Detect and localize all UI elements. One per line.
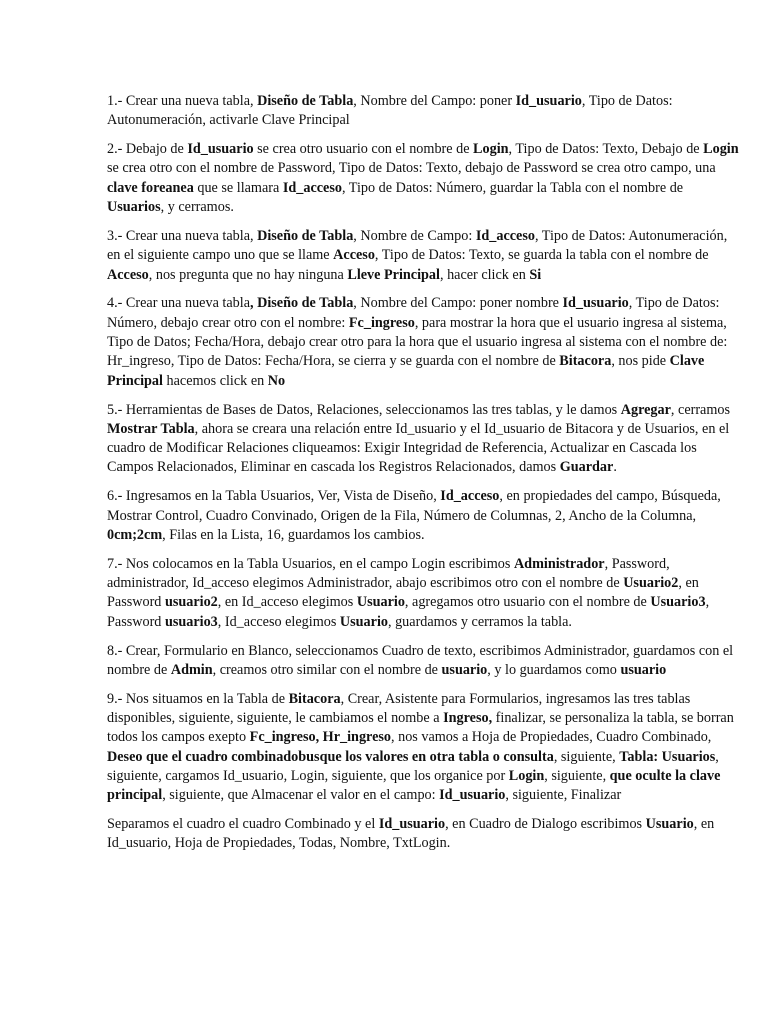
- text-run: , agregamos otro usuario con el nombre de: [404, 594, 651, 611]
- text-run: , Crear, Asistente para Formularios, ingresamos las tres tablas disponibles, siguiente, siguiente, le cambiamos el nombe a: [107, 690, 691, 727]
- bold-text-run: Id_acceso: [440, 488, 500, 505]
- text-run: , siguiente, cargamos Id_usuario, Login, siguiente, que los organice por: [107, 748, 719, 784]
- text-run: , guardamos y cerramos la tabla.: [387, 613, 572, 630]
- bold-text-run: Administrador: [513, 555, 605, 572]
- bold-text-run: Id_acceso: [282, 179, 342, 196]
- bold-text-run: Agregar: [620, 401, 671, 418]
- bold-text-run: usuario2: [164, 594, 218, 611]
- text-run: , nos pide: [611, 353, 670, 370]
- text-run: , en Id_acceso elegimos: [217, 594, 357, 611]
- paragraph-step-5: [107, 401, 743, 478]
- text-run: , siguiente, que Almacenar el valor en el campo:: [162, 787, 440, 804]
- bold-text-run: Id_usuario: [187, 141, 254, 158]
- text-run: 1.- Crear una nueva tabla,: [107, 93, 258, 109]
- bold-text-run: Guardar: [559, 459, 614, 476]
- text-run: se crea otro con el nombre de Password, Tipo de Datos: Texto, debajo de Password se crea otro campo, una: [107, 160, 716, 177]
- paragraph-step-7: [107, 555, 743, 632]
- text-run: , siguiente, Finalizar: [505, 787, 622, 804]
- text-run: , en propiedades del campo, Búsqueda, Mostrar Control, Cuadro Convinado, Origen de la Fila, Número de Columnas, 2, Ancho de la Columna,: [107, 488, 721, 524]
- bold-text-run: Si: [529, 266, 542, 283]
- bold-text-run: Acceso: [107, 266, 149, 283]
- bold-text-run: Usuario3: [650, 594, 706, 611]
- bold-text-run: que oculte la clave principal: [107, 767, 721, 804]
- document-page: [107, 92, 743, 863]
- bold-text-run: Fc_ingreso: [348, 314, 415, 331]
- bold-text-run: Usuario: [339, 613, 388, 630]
- text-run: 7.- Nos colocamos en la Tabla Usuarios, en el campo Login escribimos: [107, 555, 514, 572]
- text-run: , creamos otro similar con el nombre de: [212, 661, 442, 678]
- text-run: se crea otro usuario con el nombre de: [253, 141, 474, 158]
- text-run: , siguiente,: [553, 748, 620, 765]
- bold-text-run: clave foreanea: [107, 179, 194, 196]
- bold-text-run: No: [267, 372, 286, 389]
- text-run: , Filas en la Lista, 16, guardamos los cambios.: [162, 526, 425, 543]
- text-run: , Tipo de Datos: Texto, se guarda la tabla con el nombre de: [374, 247, 709, 264]
- bold-text-run: Login: [508, 767, 545, 784]
- bold-text-run: Diseño de Tabla: [257, 227, 354, 244]
- bold-text-run: Id_usuario: [439, 787, 506, 804]
- text-run: 9.- Nos situamos en la Tabla de: [107, 690, 289, 707]
- bold-text-run: Usuario2: [623, 575, 679, 592]
- text-run: , Nombre de Campo:: [353, 227, 476, 244]
- text-run: , Password, administrador, Id_acceso elegimos Administrador, abajo escribimos otro con el nombre de: [107, 555, 670, 592]
- text-run: , para mostrar la hora que el usuario ingresa al sistema, Tipo de Datos; Fecha/Hora, debajo crear otro para la hora que el usuario ingresa al sistema con el nombre de: Hr_ingreso, Tipo de Datos: Fecha/Hora, se cierra y se guarda con el nombre de: [107, 314, 728, 370]
- bold-text-run: Usuario: [645, 816, 694, 833]
- bold-text-run: usuario: [441, 661, 488, 678]
- bold-text-run: 0cm;2cm: [107, 526, 163, 543]
- text-run: , Id_acceso elegimos: [217, 613, 340, 630]
- bold-text-run: Usuario: [356, 594, 405, 611]
- text-run: .: [613, 459, 617, 476]
- text-run: , nos vamos a Hoja de Propiedades, Cuadro Combinado,: [391, 729, 712, 746]
- text-run: , en Password: [107, 575, 699, 611]
- bold-text-run: Ingreso,: [443, 710, 493, 727]
- bold-text-run: Id_usuario: [515, 93, 582, 109]
- bold-text-run: Acceso: [333, 247, 375, 264]
- bold-text-run: Deseo que el cuadro combinadobusque los valores en otra tabla o consulta: [107, 748, 554, 765]
- text-run: , Tipo de Datos: Número, debajo crear otro con el nombre:: [107, 295, 720, 331]
- paragraph-step-2: [107, 140, 743, 217]
- paragraph-step-3: [107, 227, 743, 285]
- text-run: , y lo guardamos como: [487, 661, 621, 678]
- text-run: hacemos click en: [162, 372, 268, 389]
- text-run: , nos pregunta que no hay ninguna: [148, 266, 348, 283]
- paragraph-step-9: [107, 690, 743, 806]
- bold-text-run: Diseño de Tabla: [257, 93, 354, 109]
- bold-text-run: Mostrar Tabla: [107, 420, 195, 437]
- bold-text-run: Id_usuario: [378, 816, 446, 833]
- bold-text-run: Admin: [170, 661, 213, 678]
- bold-text-run: Id_acceso: [475, 227, 535, 244]
- text-run: finalizar, se personaliza la tabla, se borran todos los campos exepto: [107, 710, 734, 746]
- text-run: , y cerramos.: [160, 199, 234, 216]
- bold-text-run: usuario3: [164, 613, 218, 630]
- bold-text-run: Id_usuario: [562, 295, 629, 312]
- text-run: , Nombre del Campo: poner nombre: [353, 295, 563, 312]
- bold-text-run: Login: [473, 141, 509, 158]
- bold-text-run: usuario: [620, 661, 667, 678]
- paragraph-step-4: [107, 294, 743, 390]
- bold-text-run: Login: [703, 141, 739, 158]
- bold-text-run: Bitacora: [288, 690, 341, 707]
- paragraph-step-1: [107, 92, 743, 131]
- text-run: 3.- Crear una nueva tabla,: [107, 227, 258, 244]
- bold-text-run: Usuarios: [107, 199, 161, 216]
- text-run: Separamos el cuadro el cuadro Combinado y el: [107, 816, 379, 833]
- text-run: , Tipo de Datos: Autonumeración, en el siguiente campo uno que se llame: [107, 227, 728, 264]
- text-run: 5.- Herramientas de Bases de Datos, Relaciones, seleccionamos las tres tablas, y le damos: [107, 401, 621, 418]
- text-run: , Password: [107, 594, 710, 630]
- text-run: 4.- Crear una nueva tabla: [107, 295, 250, 312]
- bold-text-run: , Diseño de Tabla: [250, 295, 354, 312]
- text-run: 6.- Ingresamos en la Tabla Usuarios, Ver, Vista de Diseño,: [107, 488, 441, 505]
- bold-text-run: Bitacora: [559, 353, 612, 370]
- text-run: , en Cuadro de Dialogo escribimos: [445, 816, 646, 833]
- paragraph-step-6: [107, 487, 743, 545]
- text-run: , hacer click en: [439, 266, 530, 283]
- text-run: , Tipo de Datos: Autonumeración, activarle Clave Principal: [107, 93, 673, 129]
- text-run: 8.- Crear, Formulario en Blanco, seleccionamos Cuadro de texto, escribimos Administrador, guardamos con el nombre de: [107, 642, 734, 678]
- text-run: , Tipo de Datos: Texto, Debajo de: [508, 141, 704, 158]
- text-run: 2.- Debajo de: [107, 141, 188, 158]
- text-run: , Tipo de Datos: Número, guardar la Tabla con el nombre de: [341, 179, 684, 196]
- text-run: , en Id_usuario, Hoja de Propiedades, Todas, Nombre, TxtLogin.: [107, 816, 715, 852]
- paragraph-final-note: [107, 815, 743, 854]
- text-run: , ahora se creara una relación entre Id_usuario y el Id_usuario de Bitacora y de Usuarios, en el cuadro de Modificar Relaciones cliqueamos: Exigir Integridad de Referencia, Actualizar en Cascada los Campos Relacionados, Eliminar en cascada los Registros Relacionados, damos: [107, 420, 730, 476]
- bold-text-run: Lleve Principal: [347, 266, 440, 283]
- text-run: que se llamara: [193, 179, 283, 196]
- bold-text-run: Tabla: Usuarios: [619, 748, 716, 765]
- text-run: , Nombre del Campo: poner: [353, 93, 516, 109]
- text-run: , cerramos: [670, 401, 731, 418]
- text-run: , siguiente,: [544, 767, 610, 784]
- paragraph-step-8: [107, 642, 743, 681]
- bold-text-run: Clave Principal: [107, 353, 705, 389]
- bold-text-run: Fc_ingreso, Hr_ingreso: [249, 729, 391, 746]
